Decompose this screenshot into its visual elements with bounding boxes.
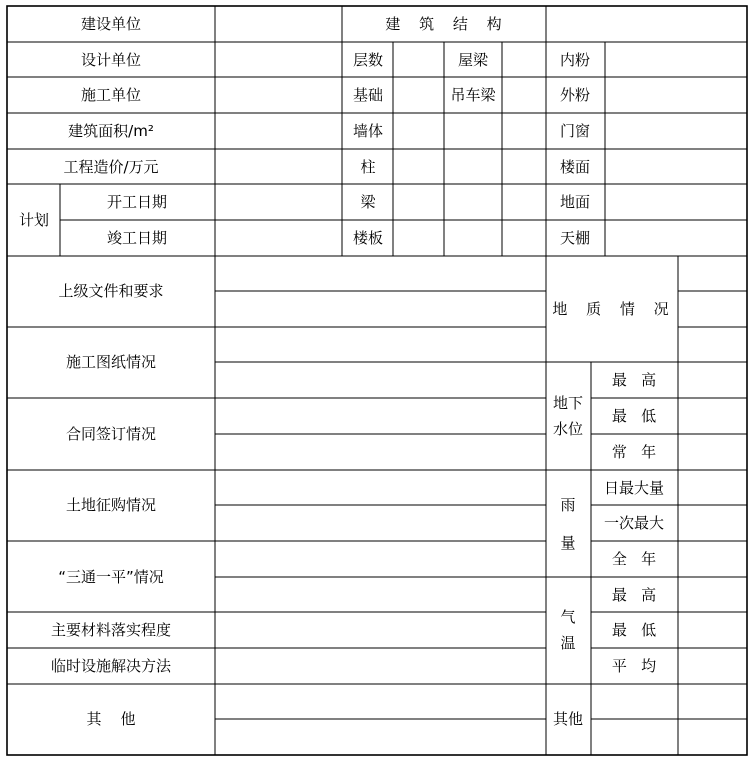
geology-label: 地 质 情 况 bbox=[552, 300, 676, 318]
finish-date-label: 竣工日期 bbox=[106, 229, 168, 247]
drawings-status-label: 施工图纸情况 bbox=[65, 353, 157, 371]
building-area-label: 建筑面积/m² bbox=[68, 122, 154, 140]
temperature-label bbox=[560, 604, 575, 656]
interior-plaster-label: 内粉 bbox=[559, 51, 591, 69]
rainfall-label-line1: 雨 bbox=[560, 496, 576, 514]
rain-daily-max-label: 日最大量 bbox=[603, 479, 665, 497]
rain-single-max-label: 一次最大 bbox=[603, 514, 665, 532]
others-label: 其 他 bbox=[86, 710, 136, 728]
start-date-label: 开工日期 bbox=[106, 193, 168, 211]
plan-label: 计划 bbox=[18, 211, 50, 229]
walls-label: 墙体 bbox=[352, 122, 384, 140]
temp-lowest-label: 最 低 bbox=[611, 621, 657, 639]
three-one-label: “三通一平”情况 bbox=[58, 568, 164, 586]
contract-status-label: 合同签订情况 bbox=[65, 425, 157, 443]
rain-annual-label: 全 年 bbox=[611, 550, 657, 568]
floor-finish-label: 楼面 bbox=[559, 158, 591, 176]
groundwater-label-line1: 地下 bbox=[552, 394, 584, 412]
builder-unit-label: 施工单位 bbox=[80, 86, 142, 104]
ceiling-label: 天棚 bbox=[559, 229, 591, 247]
project-cost-label: 工程造价/万元 bbox=[63, 158, 159, 176]
temp-highest-label: 最 高 bbox=[611, 586, 657, 604]
groundwater-normal-label: 常 年 bbox=[611, 443, 657, 461]
temperature-label-line1: 气 bbox=[560, 608, 576, 626]
doors-windows-label: 门窗 bbox=[559, 122, 591, 140]
rainfall-label-line2: 量 bbox=[560, 534, 576, 552]
building-structure-heading: 建 筑 结 构 bbox=[385, 15, 509, 33]
construction-unit-label: 建设单位 bbox=[80, 15, 142, 33]
materials-label: 主要材料落实程度 bbox=[50, 621, 172, 639]
groundwater-lowest-label: 最 低 bbox=[611, 407, 657, 425]
roof-beam-label: 屋梁 bbox=[457, 51, 489, 69]
exterior-plaster-label: 外粉 bbox=[559, 86, 591, 104]
groundwater-label bbox=[553, 390, 583, 442]
crane-beam-label: 吊车梁 bbox=[450, 86, 496, 104]
foundation-label: 基础 bbox=[352, 86, 384, 104]
temperature-label-line2: 温 bbox=[560, 634, 576, 652]
land-acquisition-label: 土地征购情况 bbox=[65, 496, 157, 514]
temp-facilities-label: 临时设施解决方法 bbox=[50, 657, 172, 675]
beams-label: 梁 bbox=[360, 193, 376, 211]
design-unit-label: 设计单位 bbox=[80, 51, 142, 69]
ground-finish-label: 地面 bbox=[559, 193, 591, 211]
groundwater-highest-label: 最 高 bbox=[611, 371, 657, 389]
columns-label: 柱 bbox=[360, 158, 376, 176]
floors-label: 层数 bbox=[352, 51, 384, 69]
floor-slab-label: 楼板 bbox=[352, 229, 384, 247]
other-right-label: 其他 bbox=[552, 710, 584, 728]
temp-average-label: 平 均 bbox=[611, 657, 657, 675]
superior-docs-label: 上级文件和要求 bbox=[58, 282, 164, 300]
groundwater-label-line2: 水位 bbox=[552, 420, 584, 438]
